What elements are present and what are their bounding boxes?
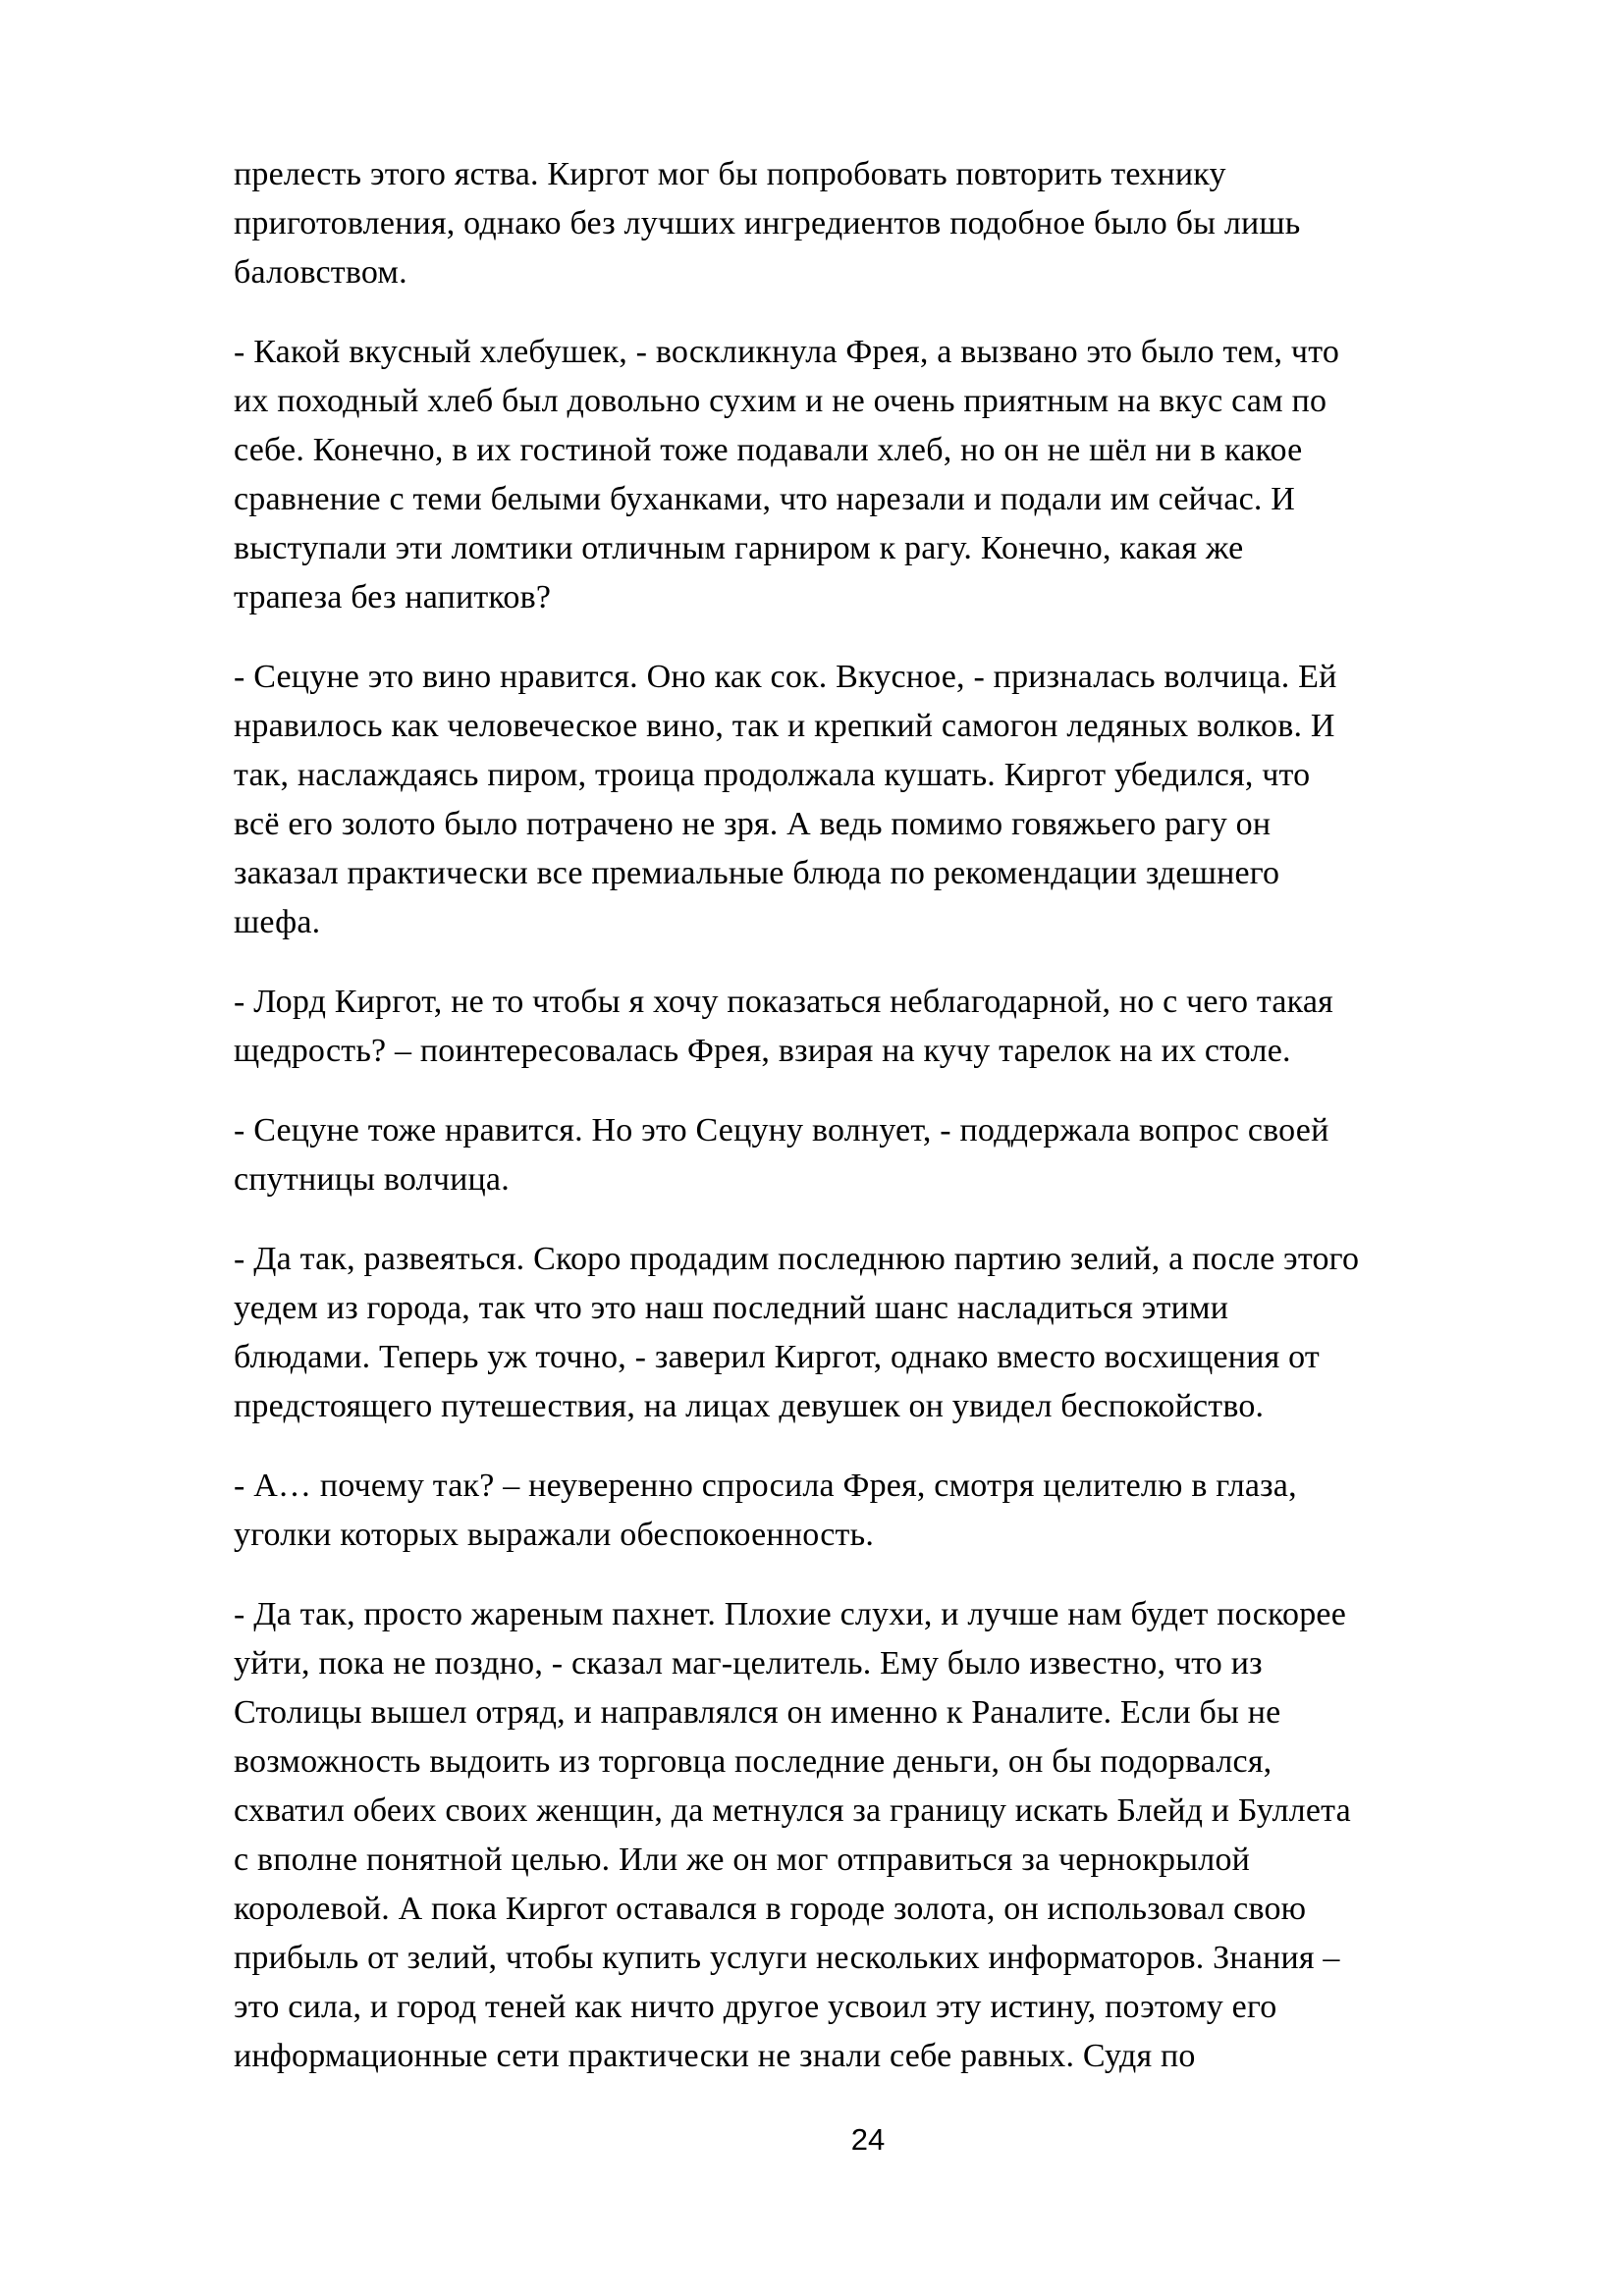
paragraph <box>234 328 1502 622</box>
text-line: приготовления, однако без лучших ингредиентов подобное было бы лишь <box>234 205 1301 241</box>
text-line: возможность выдоить из торговца последние деньги, он бы подорвался, <box>234 1743 1272 1780</box>
text-line: заказал практически все премиальные блюда по рекомендации здешнего <box>234 855 1280 891</box>
paragraph <box>234 150 1502 297</box>
text-line: шефа. <box>234 904 321 940</box>
text-line: выступали эти ломтики отличным гарниром к рагу. Конечно, какая же <box>234 530 1244 566</box>
text-line: - Да так, просто жареным пахнет. Плохие слухи, и лучше нам будет поскорее <box>234 1596 1346 1632</box>
page-footer <box>234 2122 1502 2158</box>
text-line: всё его золото было потрачено не зря. А ведь помимо говяжьего рагу он <box>234 806 1272 842</box>
text-line: прелесть этого яства. Киргот мог бы попробовать повторить технику <box>234 156 1226 192</box>
text-line: - Какой вкусный хлебушек, - воскликнула Фрея, а вызвано это было тем, что <box>234 334 1340 370</box>
paragraph <box>234 1462 1502 1560</box>
text-line: блюдами. Теперь уж точно, - заверил Киргот, однако вместо восхищения от <box>234 1339 1320 1375</box>
text-line: сравнение с теми белыми буханками, что нарезали и подали им сейчас. И <box>234 481 1296 517</box>
text-line: так, наслаждаясь пиром, троица продолжала кушать. Киргот убедился, что <box>234 757 1311 793</box>
text-line: - Лорд Киргот, не то чтобы я хочу показаться неблагодарной, но с чего такая <box>234 984 1334 1020</box>
text-line: информационные сети практически не знали себе равных. Судя по <box>234 2038 1196 2074</box>
page-number: 24 <box>850 2122 886 2157</box>
text-line: предстоящего путешествия, на лицах девушек он увидел беспокойство. <box>234 1388 1265 1424</box>
text-line: себе. Конечно, в их гостиной тоже подавали хлеб, но он не шёл ни в какое <box>234 432 1303 468</box>
text-line: их походный хлеб был довольно сухим и не очень приятным на вкус сам по <box>234 383 1327 419</box>
paragraph <box>234 1235 1502 1431</box>
text-line: баловством. <box>234 254 407 291</box>
text-line: уголки которых выражали обеспокоенность. <box>234 1517 875 1553</box>
text-line: прибыль от зелий, чтобы купить услуги нескольких информаторов. Знания – <box>234 1940 1340 1976</box>
text-line: - Сецуне тоже нравится. Но это Сецуну волнует, - поддержала вопрос своей <box>234 1112 1329 1148</box>
text-line: с вполне понятной целью. Или же он мог отправиться за чернокрылой <box>234 1842 1251 1878</box>
text-line: Столицы вышел отряд, и направлялся он именно к Раналите. Если бы не <box>234 1694 1281 1731</box>
text-line: нравилось как человеческое вино, так и крепкий самогон ледяных волков. И <box>234 708 1335 744</box>
paragraph <box>234 653 1502 947</box>
text-line: спутницы волчица. <box>234 1161 510 1198</box>
text-line: уйти, пока не поздно, - сказал маг-целитель. Ему было известно, что из <box>234 1645 1263 1682</box>
text-line: щедрость? – поинтересовалась Фрея, взирая на кучу тарелок на их столе. <box>234 1033 1291 1069</box>
text-line: королевой. А пока Киргот оставался в городе золота, он использовал свою <box>234 1891 1307 1927</box>
text-line: - Да так, развеяться. Скоро продадим последнюю партию зелий, а после этого <box>234 1241 1360 1277</box>
paragraph <box>234 1590 1502 2081</box>
text-line: трапеза без напитков? <box>234 579 552 615</box>
body-text <box>234 150 1502 2111</box>
text-line: - Сецуне это вино нравится. Оно как сок. Вкусное, - призналась волчица. Ей <box>234 659 1337 695</box>
paragraph <box>234 1106 1502 1204</box>
paragraph <box>234 978 1502 1076</box>
text-line: схватил обеих своих женщин, да метнулся за границу искать Блейд и Буллета <box>234 1792 1351 1829</box>
text-line: - А… почему так? – неуверенно спросила Фрея, смотря целителю в глаза, <box>234 1468 1297 1504</box>
text-line: уедем из города, так что это наш последний шанс насладиться этими <box>234 1290 1229 1326</box>
text-line: это сила, и город теней как ничто другое усвоил эту истину, поэтому его <box>234 1989 1277 2025</box>
